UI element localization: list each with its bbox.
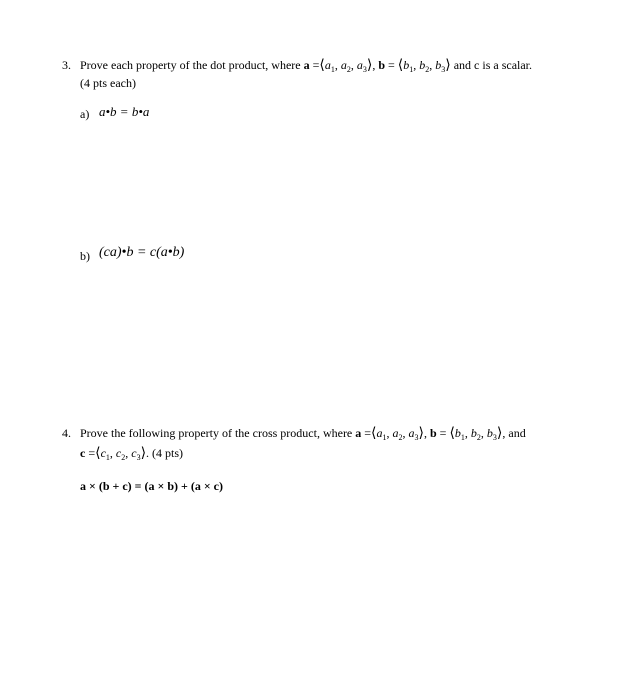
- problem-3-scalar-text: and c is a scalar.: [450, 58, 533, 72]
- problem-4-and: , and: [502, 426, 526, 440]
- part-b-equation-text: (ca)•b = c(a•b): [99, 245, 185, 260]
- vector-b-label: b: [429, 426, 437, 440]
- problem-4-statement: Prove the following property of the cross product, where $a =⟨a_1$, $a_2$, $a_3⟩$, $b = ⟨b_1$, $b_2$, $b_3⟩$, and: [80, 426, 526, 442]
- part-a-equation-text: a•b = b•a: [99, 104, 150, 119]
- problem-4-statement-line2: $c =⟨c_1$, $c_2$, $c_3⟩$. (4 pts): [80, 446, 184, 462]
- problem-4-intro: Prove the following property of the cross product, where: [80, 426, 356, 440]
- problem-3-statement: Prove each property of the dot product, where $a =⟨a_1$, $a_2$, $a_3⟩$, $b = ⟨b_1$, $b_2$, $b_3⟩$ and c is a scalar.: [80, 58, 533, 74]
- part-a-label: a): [80, 107, 90, 121]
- part-b-equation: [99, 245, 184, 261]
- problem-3-intro: Prove each property of the dot product, where: [80, 58, 304, 72]
- vector-a-label: a: [303, 58, 310, 72]
- problem-4-number: 4.: [62, 426, 71, 440]
- part-a-equation: [99, 104, 149, 120]
- problem-3-points: (4 pts each): [80, 76, 136, 90]
- problem-4-points: . (4 pts): [146, 446, 184, 460]
- problem-4-equation: a × (b + c) = (a × b) + (a × c): [80, 479, 224, 493]
- part-b-label: b): [80, 249, 90, 263]
- vector-a-label: a: [355, 426, 362, 440]
- vector-b-label: b: [378, 58, 385, 72]
- problem-3-number: 3.: [62, 58, 71, 72]
- vector-c-label: c: [80, 446, 86, 460]
